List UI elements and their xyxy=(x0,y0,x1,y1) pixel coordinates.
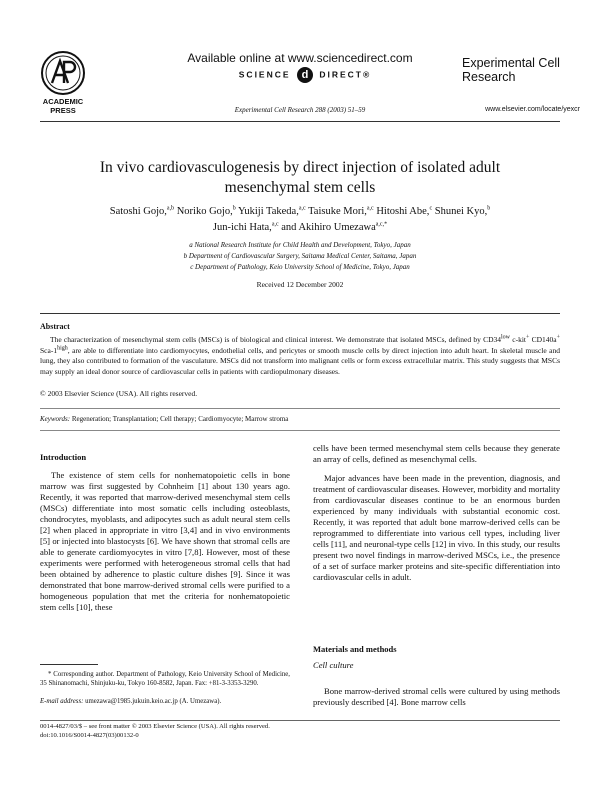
available-online-text: Available online at www.sciencedirect.com xyxy=(187,51,413,65)
keywords-line xyxy=(40,415,560,423)
authors-line-1 xyxy=(40,206,560,217)
corresponding-author-footnote: * Corresponding author. Department of Pathology, Keio University School of Medicine, 35 Shinanomachi, Shinjuku-ku, Tokyo 160-8582, Japan. Fax: +81-3-3353-3290. xyxy=(40,671,290,687)
ap-logo-icon xyxy=(40,50,86,96)
intro-paragraph-1: The existence of stem cells for nonhematopoietic cells in bone marrow was first suggested by Cohnheim [1] about 130 years ago. Recently, it was reported that marrow-derived mesenchymal stem cells (MSCs) differentiate into most somatic cells including osteoblasts, chondrocytes, myoblasts, and adipocytes such as adult neural stem cells [2] when placed in appropriate in vitro [3,4] and in vivo environments [5] or injected into blastocysts [6]. We have shown that stromal cells are able to generate cardiomyocytes in vitro [7,8]. However, most of these experiments were performed with heterogeneous stromal cells that had been obtained by adherence to plastic culture dishes [9]. Since it was demonstrated that bone marrow-derived stromal cells were purified to a homogeneous population that met the criteria for nonhematopoietic stem cells [10], these xyxy=(40,470,290,612)
doi-line[interactable]: doi:10.1016/S0014-4827(03)00132-0 xyxy=(40,732,139,739)
keywords-text: Regeneration; Transplantation; Cell therapy; Cardiomyocyte; Marrow stroma xyxy=(71,415,289,423)
intro-paragraph-1-continued: cells have been termed mesenchymal stem cells because they generate an array of cells, defined as mesenchymal cells. xyxy=(313,443,560,464)
affiliation-b: b Department of Cardiovascular Surgery, Saitama Medical Center, Saitama, Japan xyxy=(183,252,417,260)
footnote-rule xyxy=(40,664,98,665)
header-rule xyxy=(40,121,560,122)
keywords-label: Keywords: xyxy=(40,415,71,423)
email-address[interactable]: umezawa@1985.jukuin.keio.ac.jp (A. Umezawa). xyxy=(85,698,222,705)
authors-line-1-text: Satoshi Gojo,$^{a,b}$ Noriko Gojo,$^b$ Yukiji Takeda,$^{a,c}$ Taisuke Mori,$^{a,c}$ Hitoshi Abe,$^c$ Shunei Kyo,$^b$ xyxy=(109,205,491,217)
sd-right: DIRECT® xyxy=(319,69,372,80)
footer-rule xyxy=(40,720,560,721)
copyright-line: © 2003 Elsevier Science (USA). All rights reserved. xyxy=(40,389,198,398)
methods-paragraph-1: Bone marrow-derived stromal cells were cultured by using methods previously described [4]. Bone marrow cells xyxy=(313,686,560,707)
received-date: Received 12 December 2002 xyxy=(256,280,344,289)
methods-heading: Materials and methods xyxy=(313,644,397,654)
keywords-bottom-rule xyxy=(40,430,560,431)
footnote-email-line xyxy=(40,698,290,705)
abstract-top-rule xyxy=(40,313,560,314)
introduction-heading: Introduction xyxy=(40,452,87,462)
front-matter-line: 0014-4827/03/$ – see front matter © 2003 Elsevier Science (USA). All rights reserved. xyxy=(40,723,270,730)
sciencedirect-logo xyxy=(170,67,440,83)
keywords-top-rule xyxy=(40,408,560,409)
affiliation-a: a National Research Institute for Child Health and Development, Tokyo, Japan xyxy=(189,241,411,249)
intro-paragraph-2: Major advances have been made in the prevention, diagnosis, and treatment of cardiovascular diseases. However, morbidity and mortality from cardiovascular diseases continue to be an enormous burden experienced by many individuals with substantial economic cost. Recently, it was reported that adult bone marrow-derived cells can be reprogrammed to differentiate into various cell types, including liver cells [11], and neuronal-type cells [12] in vivo. In this study, our results present two novel findings in marrow-derived MSCs, i.e., the presence of a set of surface marker proteins and site-specific differentiation into cardiovascular cells in adult. xyxy=(313,473,560,582)
email-label: E-mail address: xyxy=(40,698,84,705)
authors-line-2 xyxy=(40,222,560,233)
cell-culture-heading: Cell culture xyxy=(313,660,354,670)
sd-left: SCIENCE xyxy=(238,69,291,80)
journal-title: Experimental Cell Research xyxy=(462,56,560,84)
journal-url[interactable]: www.elsevier.com/locate/yexcr xyxy=(485,106,580,113)
journal-reference: Experimental Cell Research 288 (2003) 51–59 xyxy=(234,106,366,114)
abstract-body: The characterization of mesenchymal stem cells (MSCs) is of biological and clinical interest. We demonstrate that isolated MSCs, defined by $CD34^{low}$ c-kit+ CD140a+ Sca-$1^{high}$, are able to differentiate into cardiomyocytes, endothelial cells, and pericytes or smooth muscle cells by direct injection into adult heart. In skeletal muscle and lung, they also contributed to formation of the vasculature. MSCs did not transform into malignant cells or form excess extracellular matrix. This study suggests that MSCs may supply an ideal donor source of cardiovascular cells in patients with cardiopulmonary diseases. xyxy=(40,334,561,376)
authors-line-2-text: Jun-ichi Hata,$^{a,c}$ and Akihiro Umezawa$^{a,c,*}$ xyxy=(212,221,388,233)
article-title: In vivo cardiovasculogenesis by direct injection of isolated adult mesenchymal stem cells xyxy=(99,159,501,196)
abstract-heading: Abstract xyxy=(40,322,70,331)
sd-at-icon: d xyxy=(297,67,313,83)
publisher-name: ACADEMIC PRESS xyxy=(42,97,84,115)
affiliation-c: c Department of Pathology, Keio University School of Medicine, Tokyo, Japan xyxy=(190,263,410,271)
